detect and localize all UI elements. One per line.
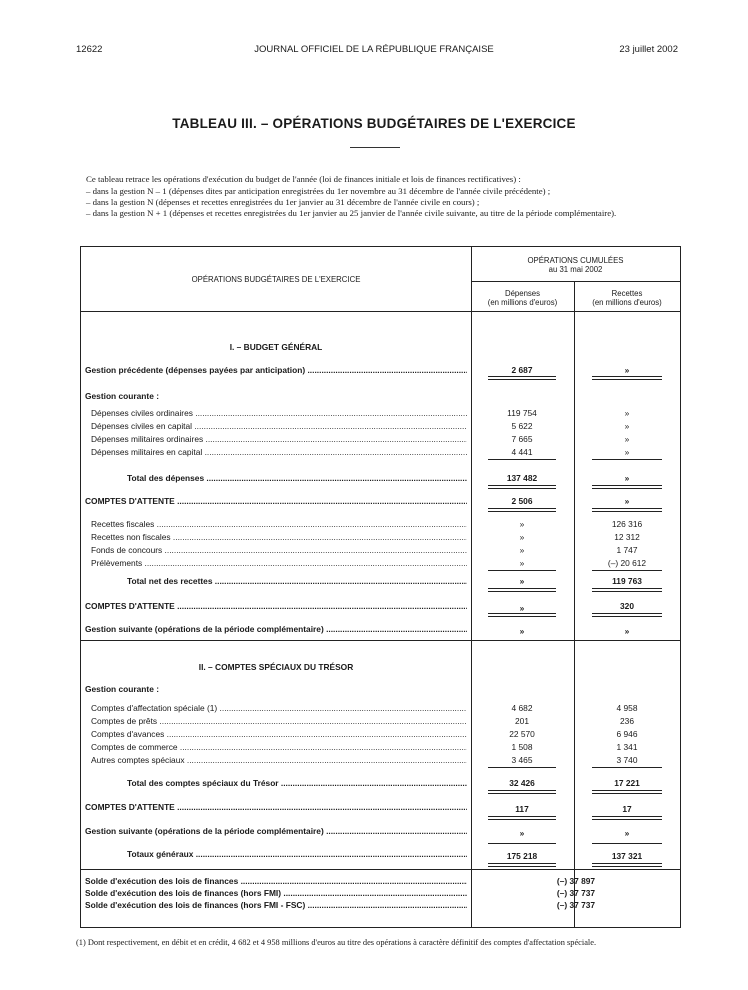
cell-recettes: » [624,408,630,418]
row-label: COMPTES D'ATTENTE ..... [85,601,467,612]
solde-label: Solde d'exécution des lois de finances (hors FMI - FSC) ..... [85,900,467,911]
cell-recettes: 6 946 [616,729,638,739]
row-label: Recettes non fiscales ..... [91,532,467,543]
sum-rule [488,570,556,571]
head-operations: OPÉRATIONS BUDGÉTAIRES DE L'EXERCICE [191,275,361,284]
row-label: Comptes de commerce ..... [91,742,467,753]
cell-depenses: » [519,603,525,613]
cell-depenses: 117 [515,804,529,814]
head-depenses: Dépenses [504,289,541,298]
solde-value: (–) 37 737 [556,888,596,898]
cell-depenses: 201 [515,716,529,726]
cell-depenses: 22 570 [509,729,535,739]
head-rule [471,281,680,282]
col-separator [471,247,472,927]
cell-recettes: » [624,828,630,838]
row-label: Dépenses militaires ordinaires ..... [91,434,467,445]
cell-depenses: 32 426 [509,778,535,788]
journal-title: JOURNAL OFFICIEL DE LA RÉPUBLIQUE FRANÇAISE [254,44,494,55]
row-label: COMPTES D'ATTENTE ..... [85,496,467,507]
cell-recettes: » [624,447,630,457]
cell-depenses: 2 687 [511,365,533,375]
row-label: Totaux généraux ..... [127,849,467,860]
cell-recettes: 17 221 [614,778,640,788]
total-underline [488,508,556,512]
cell-depenses: 4 682 [511,703,533,713]
cell-depenses: 4 441 [511,447,533,457]
row-label: Recettes fiscales ..... [91,519,467,530]
row-label: Dépenses militaires en capital ..... [91,447,467,458]
row-label: Comptes d'avances ..... [91,729,467,740]
total-underline [488,376,556,380]
row-label: Gestion suivante (opérations de la période complémentaire) ..... [85,624,467,635]
total-underline [592,485,662,489]
table-title: TABLEAU III. – OPÉRATIONS BUDGÉTAIRES DE L'EXERCICE [172,116,576,131]
section-rule [81,640,680,641]
cell-recettes: 236 [620,716,634,726]
intro-bullet: – dans la gestion N (dépenses et recettes enregistrées du 1er janvier au 31 décembre de l'année civile en cours) ; [86,197,480,207]
cell-recettes: 3 740 [616,755,638,765]
row-label: Comptes de prêts ..... [91,716,467,727]
cell-recettes: » [624,421,630,431]
page-number: 12622 [76,44,103,55]
solde-value: (–) 37 897 [556,876,596,886]
sum-rule [488,767,556,768]
total-underline [592,863,662,867]
sum-rule [592,570,662,571]
head-date: au 31 mai 2002 [548,265,603,274]
total-underline [488,588,556,592]
row-label: Fonds de concours ..... [91,545,467,556]
total-underline [488,790,556,794]
cell-recettes: » [624,365,630,375]
row-label: Total des comptes spéciaux du Trésor ..... [127,778,467,789]
cell-recettes: » [624,626,630,636]
head-rule [81,311,680,312]
issue-date: 23 juillet 2002 [619,44,678,55]
cell-depenses: » [519,576,525,586]
head-recettes-unit: (en millions d'euros) [592,298,662,307]
cell-recettes: 4 958 [616,703,638,713]
cell-depenses: 2 506 [511,496,533,506]
row-label: COMPTES D'ATTENTE ..... [85,802,467,813]
cell-depenses: 137 482 [506,473,538,483]
cell-recettes: 126 316 [611,519,643,529]
cell-recettes: » [624,434,630,444]
intro-lead: Ce tableau retrace les opérations d'exécution du budget de l'année (loi de finances initiale et lois de finances rectificatives) : [86,174,521,184]
cell-depenses: » [519,828,525,838]
cell-depenses: » [519,558,525,568]
total-underline [592,613,662,617]
cell-depenses: 175 218 [506,851,538,861]
row-label: Prélèvements ..... [91,558,467,569]
total-underline [592,376,662,380]
total-underline [488,613,556,617]
cell-recettes: 137 321 [611,851,643,861]
cell-recettes: 1 341 [616,742,638,752]
row-label: Autres comptes spéciaux ..... [91,755,467,766]
cell-recettes: (–) 20 612 [607,558,647,568]
cell-depenses: 7 665 [511,434,533,444]
total-underline [592,790,662,794]
row-label: Gestion courante : [85,684,159,694]
row-label: Gestion précédente (dépenses payées par anticipation) ..... [85,365,467,376]
footnote: (1) Dont respectivement, en débit et en crédit, 4 682 et 4 958 millions d'euros au titre des opérations à caractère définitif des comptes d'affectation spéciale. [76,938,597,947]
solde-value: (–) 37 737 [556,900,596,910]
sum-rule [488,459,556,460]
cell-recettes: 17 [622,804,632,814]
row-label: Gestion courante : [85,391,159,401]
total-underline [488,863,556,867]
cell-depenses: » [519,545,525,555]
title-rule [350,147,400,148]
row-label: Dépenses civiles en capital ..... [91,421,467,432]
solde-label: Solde d'exécution des lois de finances (hors FMI) ..... [85,888,467,899]
budget-table [80,246,681,928]
cell-recettes: 12 312 [614,532,640,542]
head-cumulees: OPÉRATIONS CUMULÉES [527,256,624,265]
row-label: Dépenses civiles ordinaires ..... [91,408,467,419]
head-depenses-unit: (en millions d'euros) [487,298,558,307]
cell-recettes: » [624,473,630,483]
total-underline [488,816,556,820]
cell-depenses: » [519,519,525,529]
cell-depenses: 3 465 [511,755,533,765]
sum-rule [592,843,662,844]
cell-recettes: » [624,496,630,506]
sum-rule [592,459,662,460]
intro-bullet: – dans la gestion N – 1 (dépenses dites par anticipation enregistrées du 1er novembre au 31 décembre de l'année civile précédente) ; [86,186,551,196]
cell-depenses: 119 754 [507,408,537,418]
total-underline [592,508,662,512]
cell-depenses: » [519,626,525,636]
cell-recettes: 1 747 [616,545,638,555]
row-label: Total net des recettes ..... [127,576,467,587]
total-underline [592,588,662,592]
row-label: Total des dépenses ..... [127,473,467,484]
sum-rule [488,843,556,844]
cell-depenses: 1 508 [511,742,533,752]
row-label: Gestion suivante (opérations de la période complémentaire) ..... [85,826,467,837]
section-comptes-speciaux: II. – COMPTES SPÉCIAUX DU TRÉSOR [198,662,354,672]
total-underline [488,485,556,489]
solde-rule [81,869,680,870]
row-label: Comptes d'affectation spéciale (1) ..... [91,703,467,714]
section-budget-general: I. – BUDGET GÉNÉRAL [229,342,323,352]
sum-rule [592,767,662,768]
solde-label: Solde d'exécution des lois de finances ..... [85,876,467,887]
cell-recettes: 320 [620,601,634,611]
cell-depenses: 5 622 [511,421,533,431]
cell-depenses: » [519,532,525,542]
cell-recettes: 119 763 [612,576,642,586]
intro-bullet: – dans la gestion N + 1 (dépenses et recettes enregistrées du 1er janvier au 25 janvier de l'année civile suivante, au titre de la période complémentaire). [86,208,617,218]
total-underline [592,816,662,820]
head-recettes: Recettes [611,289,643,298]
